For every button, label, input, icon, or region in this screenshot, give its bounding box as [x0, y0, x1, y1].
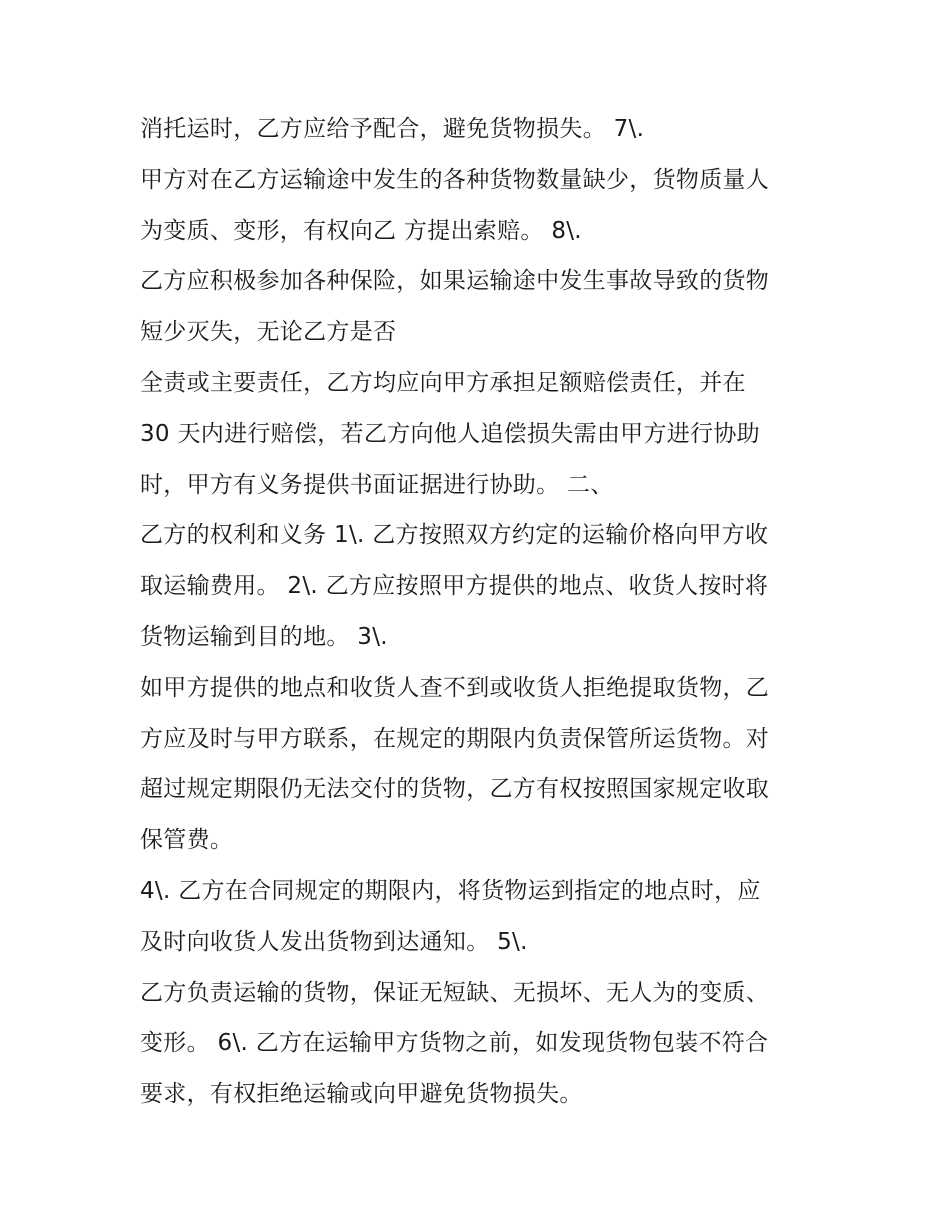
- text-line: 4\. 乙方在合同规定的期限内，将货物运到指定的地点时，应: [140, 877, 761, 904]
- text-line: 30 天内进行赔偿，若乙方向他人追偿损失需由甲方进行协助: [140, 420, 760, 447]
- document-body: [140, 104, 820, 1120]
- text-line: 乙方应积极参加各种保险，如果运输途中发生事故导致的货物: [140, 268, 770, 295]
- text-line: 取运输费用。 2\. 乙方应按照甲方提供的地点、收货人按时将: [140, 573, 769, 600]
- text-line: 方应及时与甲方联系，在规定的期限内负责保管所运货物。对: [140, 725, 770, 752]
- text-line: 甲方对在乙方运输途中发生的各种货物数量缺少，货物质量人: [140, 166, 770, 193]
- text-line: 如甲方提供的地点和收货人查不到或收货人拒绝提取货物，乙: [140, 674, 770, 701]
- text-line: 货物运输到目的地。 3\.: [140, 623, 388, 650]
- text-line: 变形。 6\. 乙方在运输甲方货物之前，如发现货物包装不符合: [140, 1030, 769, 1057]
- text-line: 保管费。: [140, 827, 234, 854]
- text-line: 短少灭失，无论乙方是否: [140, 319, 397, 346]
- text-line: 乙方负责运输的货物，保证无短缺、无损坏、无人为的变质、: [140, 979, 770, 1006]
- text-line: 全责或主要责任，乙方均应向甲方承担足额赔偿责任，并在: [140, 369, 746, 396]
- text-line: 乙方的权利和义务 1\. 乙方按照双方约定的运输价格向甲方收: [140, 522, 769, 549]
- text-line: 时，甲方有义务提供书面证据进行协助。 二、: [140, 471, 614, 498]
- text-line: 为变质、变形，有权向乙 方提出索赔。 8\.: [140, 217, 582, 244]
- text-line: 超过规定期限仍无法交付的货物，乙方有权按照国家规定收取: [140, 776, 770, 803]
- text-line: 消托运时，乙方应给予配合，避免货物损失。 7\.: [140, 116, 645, 142]
- text-line: 要求，有权拒绝运输或向甲避免货物损失。: [140, 1081, 583, 1108]
- text-line: 及时向收货人发出货物到达通知。 5\.: [140, 928, 528, 955]
